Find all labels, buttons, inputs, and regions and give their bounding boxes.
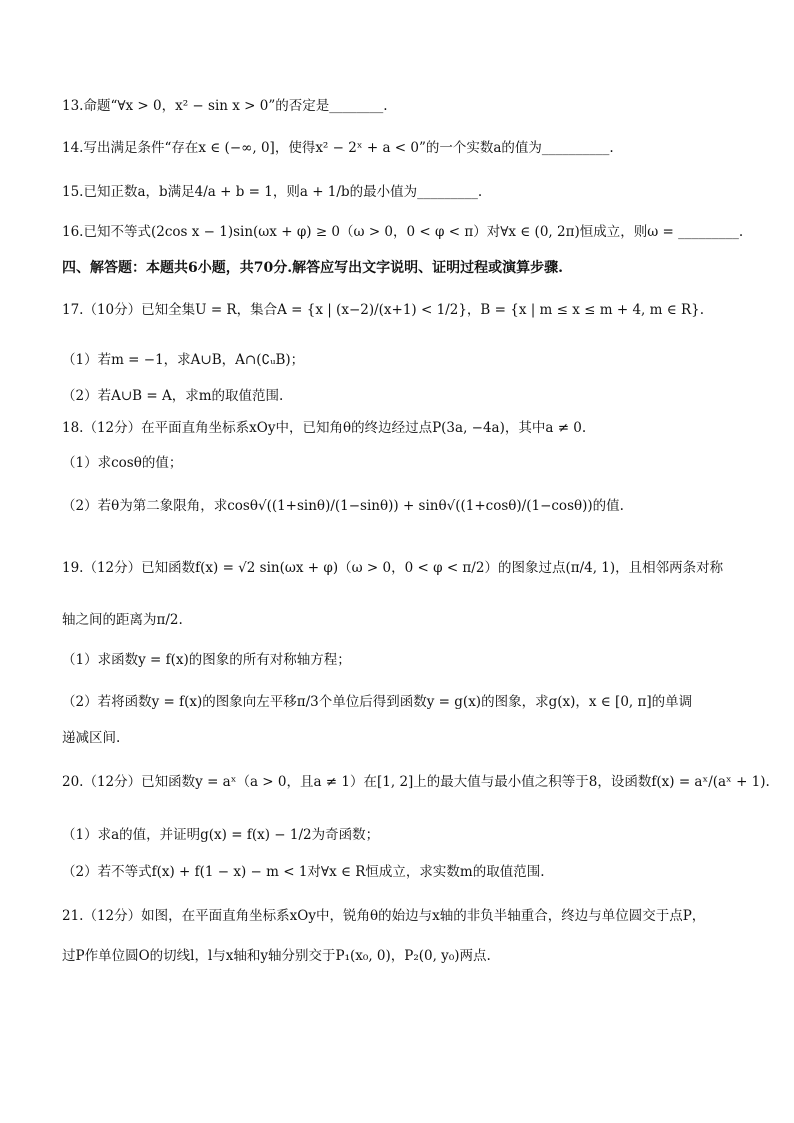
question-17: 17.（10分）已知全集U = R，集合A = {x | (x−2)/(x+1) < 1/2}，B = {x | m ≤ x ≤ m + 4, m ∈ R}. — [62, 302, 705, 318]
question-17-part-2: （2）若A∪B = A，求m的取值范围. — [62, 388, 284, 404]
question-20-part-2: （2）若不等式f(x) + f(1 − x) − m < 1对∀x ∈ R恒成立，求实数m的取值范围. — [62, 864, 545, 880]
question-19-part-2: （2）若将函数y = f(x)的图象向左平移π/3个单位后得到函数y = g(x)的图象，求g(x)，x ∈ [0, π]的单调 — [62, 694, 693, 710]
question-16: 16.已知不等式(2cos x − 1)sin(ωx + φ) ≥ 0（ω > 0，0 < φ < π）对∀x ∈ (0, 2π)恒成立，则ω = _________. — [62, 224, 744, 240]
question-21: 21.（12分）如图，在平面直角坐标系xOy中，锐角θ的始边与x轴的非负半轴重合，终边与单位圆交于点P， — [62, 908, 706, 924]
question-21-continued: 过P作单位圆O的切线l，l与x轴和y轴分别交于P₁(x₀, 0)，P₂(0, y₀)两点. — [62, 948, 491, 964]
question-14: 14.写出满足条件“存在x ∈ (−∞, 0]，使得x² − 2ˣ + a < 0”的一个实数a的值为__________. — [62, 140, 614, 156]
question-18: 18.（12分）在平面直角坐标系xOy中，已知角θ的终边经过点P(3a, −4a)，其中a ≠ 0. — [62, 420, 587, 436]
question-18-part-1: （1）求cosθ的值； — [62, 455, 183, 471]
question-17-part-1: （1）若m = −1，求A∪B，A∩(∁ᵤB)； — [62, 352, 305, 368]
question-19-part-2-continued: 递减区间. — [62, 730, 121, 746]
section-title-answer-questions: 四、解答题：本题共6小题，共70分.解答应写出文字说明、证明过程或演算步骤. — [62, 260, 563, 276]
question-19-part-1: （1）求函数y = f(x)的图象的所有对称轴方程； — [62, 652, 351, 668]
question-18-part-2: （2）若θ为第二象限角，求cosθ√((1+sinθ)/(1−sinθ)) + sinθ√((1+cosθ)/(1−cosθ))的值. — [62, 498, 624, 514]
question-15: 15.已知正数a，b满足4/a + b = 1，则a + 1/b的最小值为_________. — [62, 184, 483, 200]
question-20: 20.（12分）已知函数y = aˣ（a > 0，且a ≠ 1）在[1, 2]上的最大值与最小值之积等于8，设函数f(x) = aˣ/(aˣ + 1). — [62, 774, 770, 790]
question-13: 13.命题“∀x > 0，x² − sin x > 0”的否定是________. — [62, 98, 388, 114]
question-19-continued: 轴之间的距离为π/2. — [62, 612, 183, 628]
question-20-part-1: （1）求a的值，并证明g(x) = f(x) − 1/2为奇函数； — [62, 827, 380, 843]
question-19: 19.（12分）已知函数f(x) = √2 sin(ωx + φ)（ω > 0，0 < φ < π/2）的图象过点(π/4, 1)，且相邻两条对称 — [62, 560, 724, 576]
